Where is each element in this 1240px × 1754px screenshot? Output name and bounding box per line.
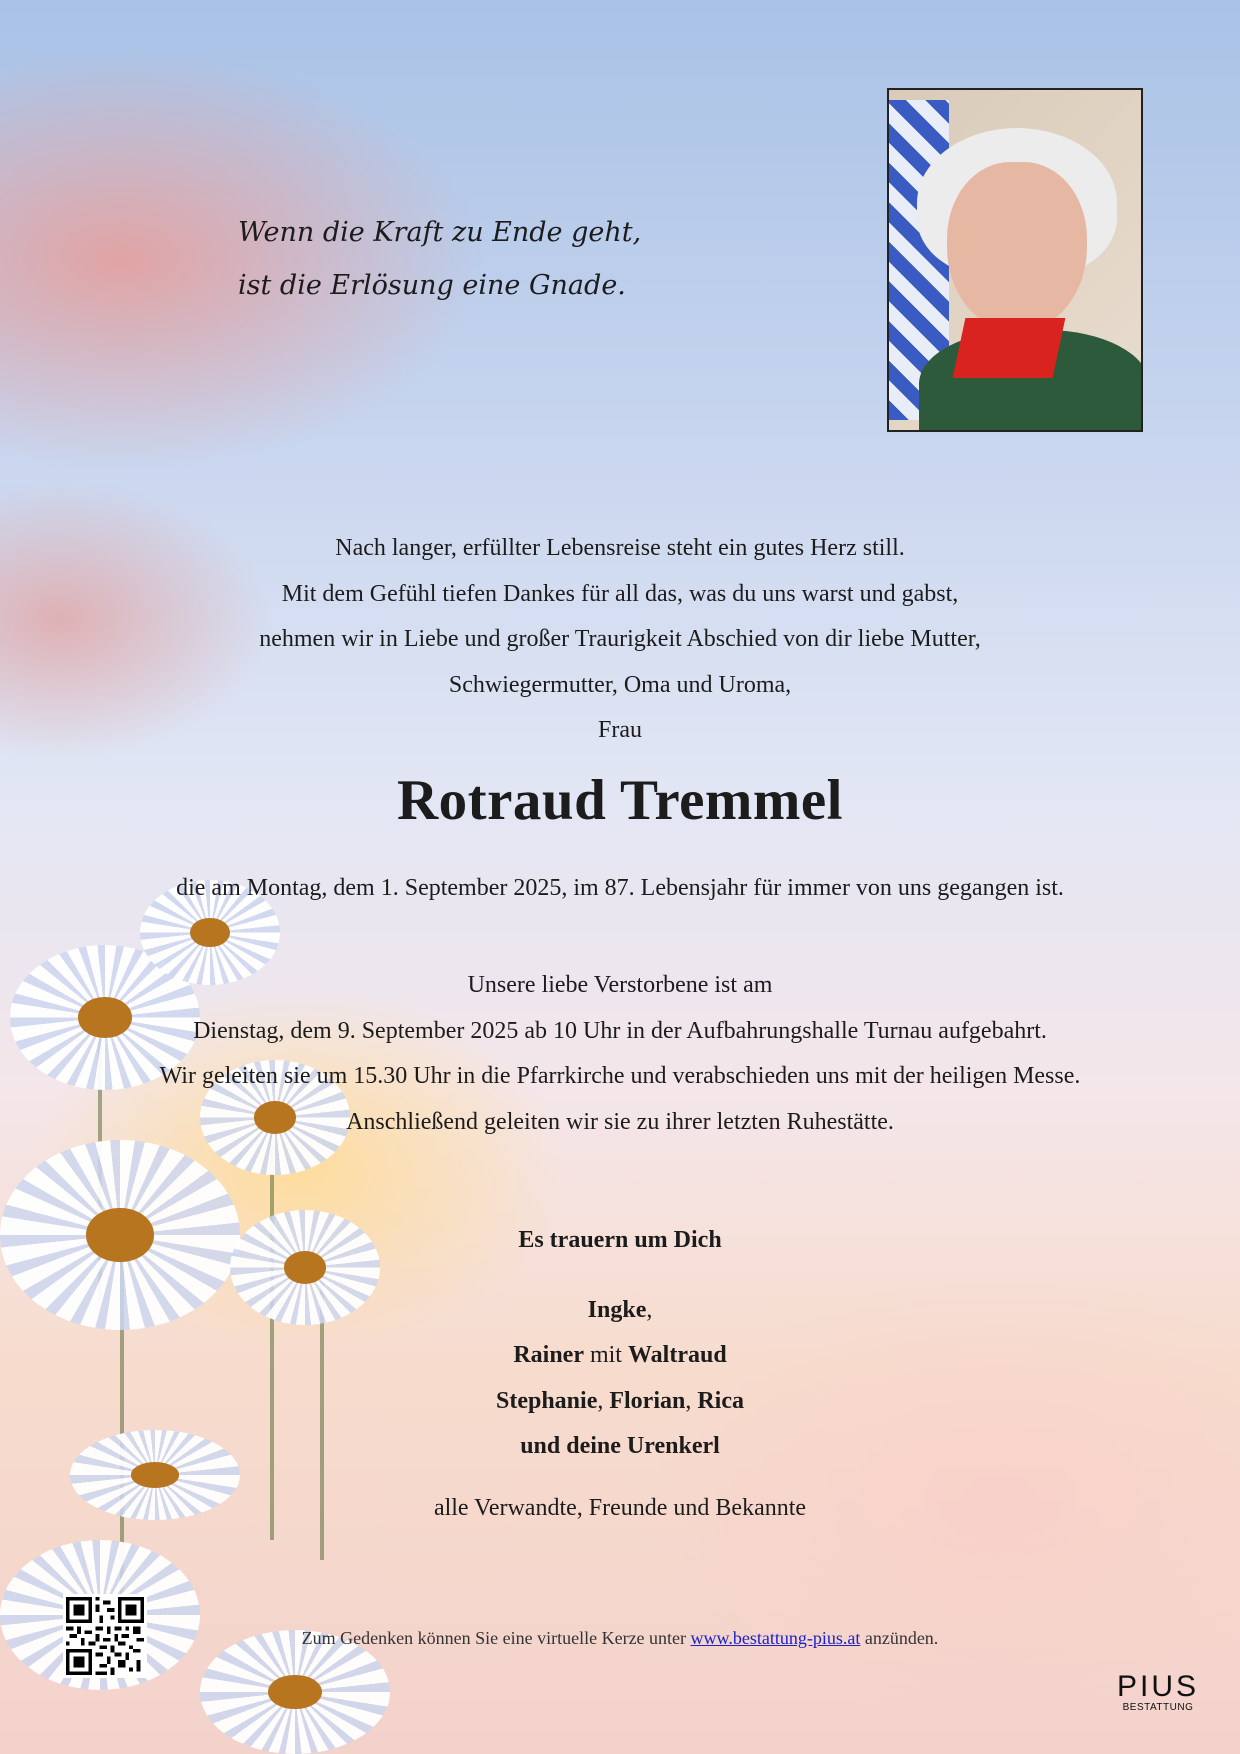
mourners-block: [0, 1218, 1240, 1531]
logo-name: PIUS: [1116, 1670, 1200, 1703]
quote-line-1: Wenn die Kraft zu Ende geht,: [238, 217, 642, 248]
quote-line-2: ist die Erlösung eine Gnade.: [238, 270, 626, 301]
mourner-line-4: und deine Urenkerl: [520, 1433, 720, 1459]
footer-prefix: Zum Gedenken können Sie eine virtuelle Kerze unter: [301, 1628, 691, 1648]
footer-note: [0, 1628, 1240, 1649]
mourners-others: alle Verwandte, Freunde und Bekannte: [433, 1494, 807, 1521]
intro-line: Mit dem Gefühl tiefen Dankes für all das, was du uns warst und gabst,: [281, 580, 959, 607]
funeral-line: Dienstag, dem 9. September 2025 ab 10 Uhr in der Aufbahrungshalle Turnau aufgebahrt.: [193, 1017, 1047, 1044]
mourner-line-3: Stephanie, Florian, Rica: [495, 1387, 744, 1414]
pius-logo: [1116, 1672, 1200, 1713]
funeral-line: Anschließend geleiten wir sie zu ihrer letzten Ruhestätte.: [346, 1108, 894, 1135]
intro-text: [0, 526, 1240, 754]
portrait-photo: [887, 88, 1143, 432]
death-line: die am Montag, dem 1. September 2025, im 87. Lebensjahr für immer von uns gegangen ist.: [176, 875, 1064, 901]
logo-subtitle: BESTATTUNG: [1122, 1702, 1194, 1713]
funeral-line: Wir geleiten sie um 15.30 Uhr in die Pfarrkirche und verabschieden uns mit der heiligen Messe.: [159, 1063, 1081, 1089]
funeral-line: Unsere liebe Verstorbene ist am: [467, 972, 773, 998]
footer-suffix: anzünden.: [860, 1628, 939, 1648]
mourner-line-1: Ingke,: [587, 1296, 653, 1323]
mourner-line-2: Rainer mit Waltraud: [513, 1342, 727, 1368]
intro-line: Nach langer, erfüllter Lebensreise steht ein gutes Herz still.: [335, 535, 905, 561]
website-link[interactable]: www.bestattung-pius.at: [690, 1628, 861, 1648]
intro-line: Schwiegermutter, Oma und Uroma,: [448, 671, 792, 698]
intro-line: nehmen wir in Liebe und großer Traurigkeit Abschied von dir liebe Mutter,: [259, 626, 981, 652]
funeral-info: [0, 963, 1240, 1145]
intro-line: Frau: [598, 717, 642, 743]
deceased-name: Rotraud Tremmel: [396, 769, 844, 832]
mourners-heading: Es trauern um Dich: [518, 1227, 722, 1253]
